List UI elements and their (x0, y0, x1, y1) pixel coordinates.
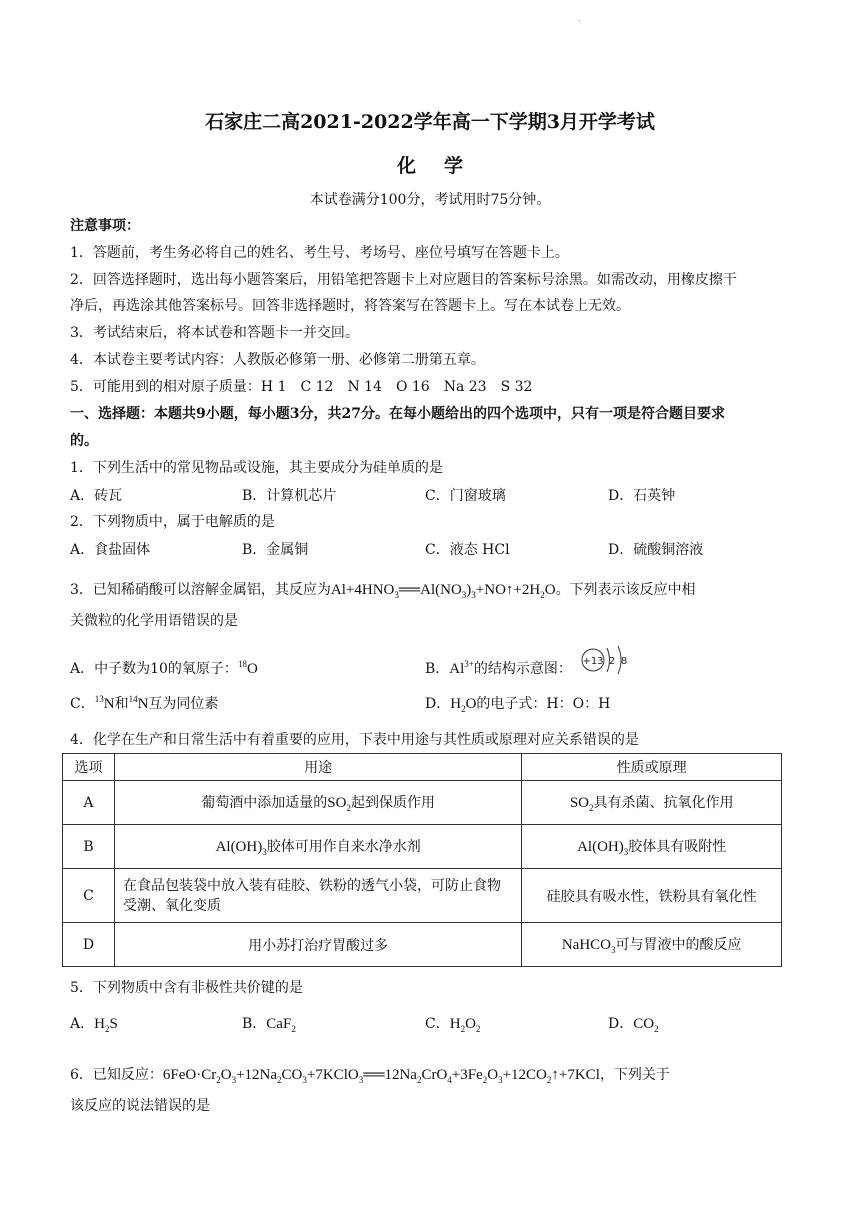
q4-row-a-use-post: 起到保质作用 (350, 795, 435, 811)
q5-h2o2: $H_2O_2$ (449, 1016, 481, 1034)
q4-row-d-property (522, 923, 782, 967)
q2-stem: 2．下列物质中，属于电解质的是 (70, 514, 275, 530)
q4-row-d-option: D (63, 923, 115, 967)
q3-option-c (70, 693, 218, 713)
q3-option-d-text: 的电子式：H：O：H (476, 696, 611, 712)
q4-row-d-prop-text: 可与胃液中的酸反应 (615, 937, 742, 953)
q5-caf2: CaF$_2$ (266, 1016, 296, 1034)
subject-title: 化学 (396, 155, 491, 177)
q3-stem-a: 3．已知稀硝酸可以溶解金属铝，其反应为 (70, 582, 331, 598)
q3-oxygen-18: $^{18}$O (237, 659, 258, 677)
q2-option-c: C．液态 HCl (425, 542, 510, 558)
q4-row-a-property (522, 781, 782, 825)
q4-row-c-option: C (63, 869, 115, 923)
table-row (63, 869, 782, 923)
q1-option-a: A．砖瓦 (70, 488, 123, 504)
q4-so2-prop: $SO_2$ (569, 795, 594, 813)
q1-option-d: D．石英钟 (608, 488, 676, 504)
note-2a: 2．回答选择题时，选出每小题答案后，用铅笔把答题卡上对应题目的答案标号涂黑。如需改动，用橡皮擦干 (70, 272, 737, 288)
note-3: 3．考试结束后，将本试卷和答题卡一并交回。 (70, 325, 359, 341)
note-2b: 净后，再选涂其他答案标号。回答非选择题时，将答案写在答题卡上。写在本试卷上无效。 (70, 298, 630, 314)
q3-option-a-text: A．中子数为10的氧原子： (70, 661, 238, 677)
q2-option-d: D．硫酸铜溶液 (608, 542, 704, 558)
q4-stem: 4．化学在生产和日常生活中有着重要的应用，下表中用途与其性质或原理对应关系错误的是 (70, 732, 639, 748)
q5-h2s: $H_2S$ (94, 1016, 118, 1034)
q5-option-d (608, 1013, 659, 1034)
q5-option-b (242, 1013, 296, 1034)
section1-heading-a: 一、选择题：本题共9小题，每小题3分，共27分。在每小题给出的四个选项中，只有一项是符合题目要求 (70, 406, 725, 422)
q6-stem-c: 该反应的说法错误的是 (70, 1098, 210, 1114)
q4-row-a-prop-text: 具有杀菌、抗氧化作用 (593, 795, 734, 811)
q4-nahco3: NaHCO$_3$ (561, 937, 616, 955)
note-5: 5．可能用到的相对原子质量：H 1 C 12 N 14 O 16 Na 23 S 32 (70, 379, 533, 395)
q5-option-c-label: C． (425, 1016, 450, 1032)
q4-row-b-property (522, 825, 782, 869)
q2-option-b: B．金属铜 (242, 542, 309, 558)
q6-stem-b: ，下列关于 (599, 1067, 670, 1083)
q5-option-c (425, 1013, 480, 1034)
al-ion-structure-diagram (580, 640, 640, 680)
q4-row-a-option: A (63, 781, 115, 825)
section1-heading-b: 的。 (70, 433, 98, 449)
q4-row-d-use: 用小苏打治疗胃酸过多 (114, 923, 521, 967)
q4-row-b-use (114, 825, 521, 869)
q4-row-a-use-pre: 葡萄酒中添加适量的 (201, 795, 328, 811)
q4-header-option: 选项 (63, 754, 115, 781)
q6-stem-a: 6．已知反应： (70, 1067, 163, 1083)
svg-text:2: 2 (608, 656, 616, 667)
q3-option-c-label: C． (70, 696, 95, 712)
q3-option-d (425, 693, 610, 714)
q3-stem-b: 。下列表示该反应中相 (555, 582, 696, 598)
q3-stem-line1 (70, 580, 696, 605)
q3-option-b-text: 的结构示意图： (473, 661, 572, 677)
q3-option-d-label: D． (425, 696, 451, 712)
q3-option-c-mid: 和 (114, 696, 129, 712)
top-dot: . (578, 14, 581, 23)
q1-stem: 1．下列生活中的常见物品或设施，其主要成分为硅单质的是 (70, 460, 443, 476)
q5-option-b-label: B． (242, 1016, 267, 1032)
q5-co2: $CO_2$ (633, 1016, 659, 1034)
q4-row-b-prop-text: 胶体具有吸附性 (628, 839, 727, 855)
q5-option-a (70, 1013, 118, 1034)
q6-stem-line1 (70, 1065, 670, 1090)
q3-n13: $^{13}$N (94, 694, 115, 712)
q1-option-b: B．计算机芯片 (242, 488, 337, 504)
q3-option-a (70, 658, 258, 678)
q5-option-a-label: A． (70, 1016, 95, 1032)
q4-header-property: 性质或原理 (522, 754, 782, 781)
q4-table-header (63, 754, 782, 781)
q3-option-b (425, 658, 572, 678)
q3-al-ion: $Al^{3+}$ (449, 659, 474, 677)
q4-header-use: 用途 (114, 754, 521, 781)
q4-row-b-use-text: 胶体可用作自来水净水剂 (266, 839, 421, 855)
q4-aloh3: $Al(OH)_3$ (215, 839, 267, 857)
q6-equation: $6FeO\cdot Cr_2O_3+12Na_2CO_3+7KClO_3══12Na_2CrO_4+3Fe_2O_3+12CO_2↑+7KCl$ (162, 1067, 600, 1085)
svg-text:+13: +13 (582, 656, 604, 667)
q4-row-c-use: 在食品包装袋中放入装有硅胶、铁粉的透气小袋，可防止食物受潮、氧化变质 (114, 869, 521, 923)
note-1: 1．答题前，考生务必将自己的姓名、考生号、考场号、座位号填写在答题卡上。 (70, 245, 569, 261)
q5-stem: 5．下列物质中含有非极性共价键的是 (70, 980, 303, 996)
q4-row-b-option: B (63, 825, 115, 869)
q4-table (62, 753, 782, 967)
svg-text:8: 8 (620, 656, 628, 667)
exam-title: 石家庄二高2021-2022学年高一下学期3月开学考试 (205, 111, 655, 133)
q2-option-a: A．食盐固体 (70, 542, 151, 558)
q3-h2o: $H_2O$ (450, 696, 477, 714)
q1-option-c: C．门窗玻璃 (425, 488, 506, 504)
q3-equation: $Al+4HNO_3══Al(NO_3)_3+NO↑+2H_2O$ (330, 582, 556, 600)
q4-row-c-property: 硅胶具有吸水性，铁粉具有氧化性 (522, 869, 782, 923)
table-row (63, 923, 782, 967)
q4-aloh3-prop: $Al(OH)_3$ (577, 839, 629, 857)
q3-n14: $^{14}$N (128, 694, 149, 712)
q3-option-c-text: 互为同位素 (148, 696, 219, 712)
table-row (63, 825, 782, 869)
notes-heading: 注意事项： (70, 218, 140, 234)
note-4: 4．本试卷主要考试内容：人教版必修第一册、必修第二册第五章。 (70, 352, 485, 368)
q3-stem-c: 关微粒的化学用语错误的是 (70, 613, 238, 629)
exam-meta: 本试卷满分100分，考试用时75分钟。 (309, 192, 551, 208)
q5-option-d-label: D． (608, 1016, 634, 1032)
q4-row-a-use (114, 781, 521, 825)
q3-option-b-label: B． (425, 661, 450, 677)
table-row (63, 781, 782, 825)
q4-so2: $SO_2$ (327, 795, 351, 813)
